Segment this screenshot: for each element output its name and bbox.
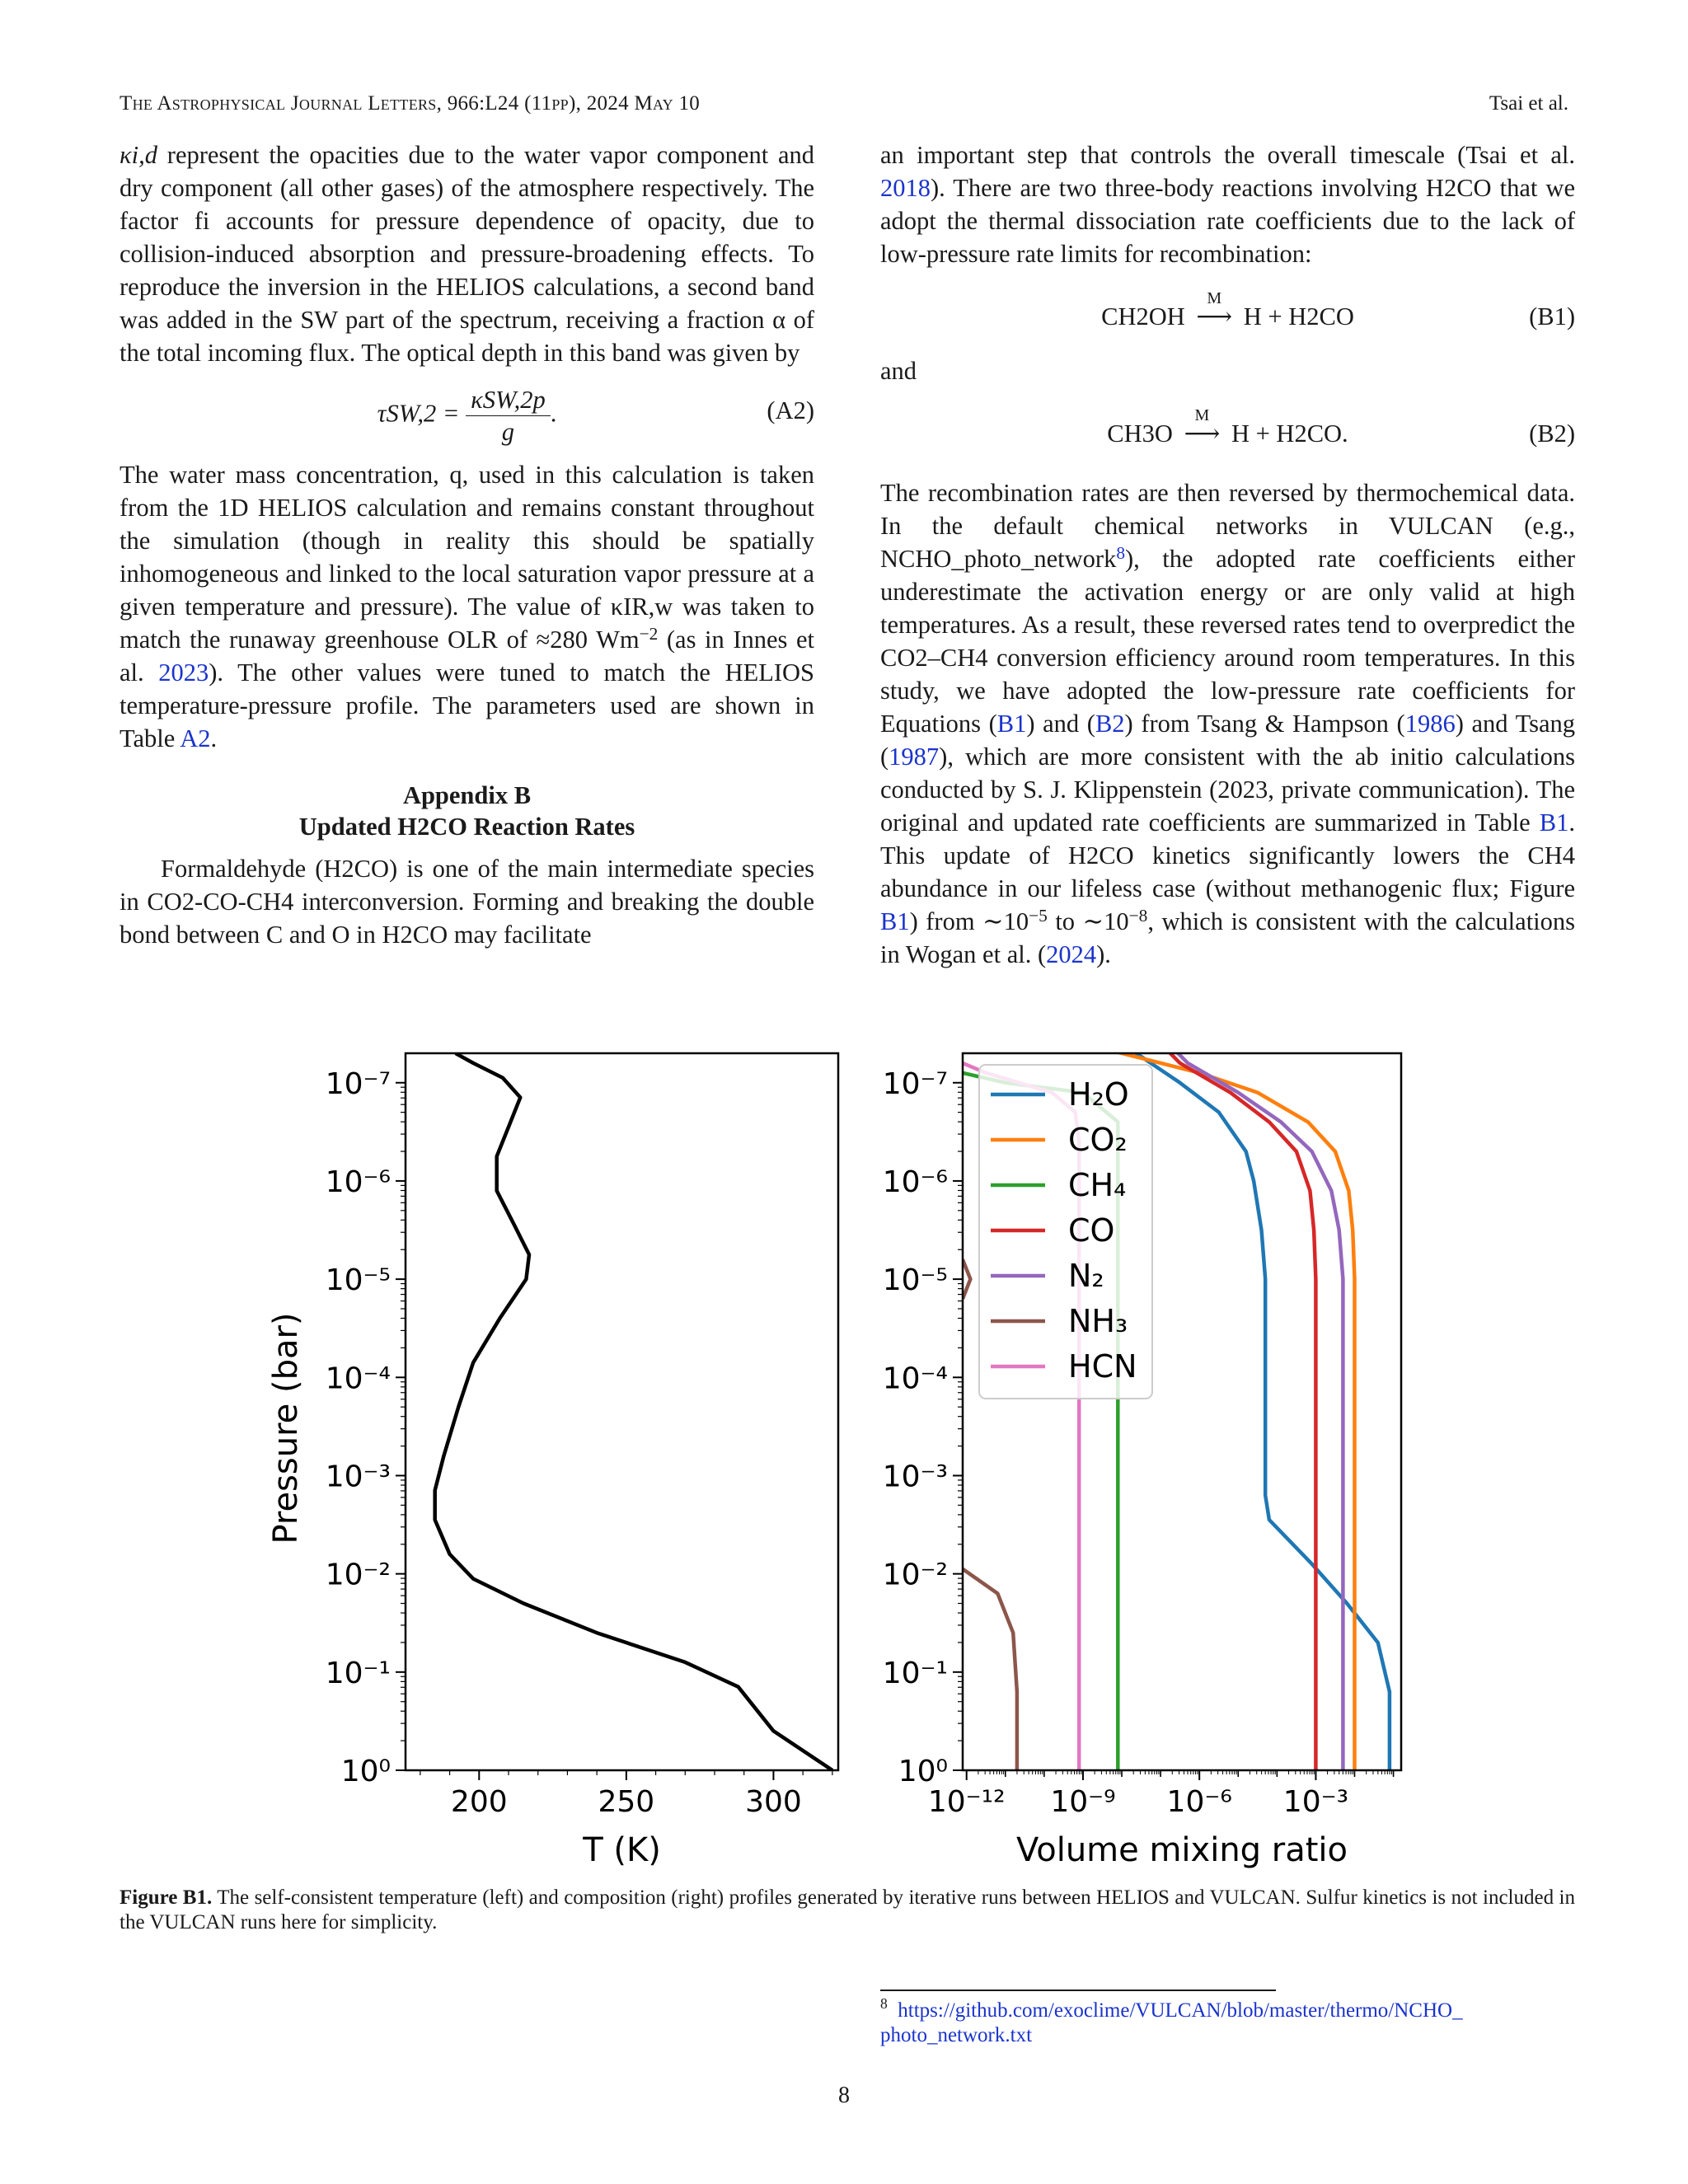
y-tick-label: 10⁻⁷	[325, 1066, 391, 1101]
y-tick-label: 10⁻²	[325, 1558, 391, 1592]
series-line-nh3	[963, 1569, 1017, 1770]
equation-number: (B1)	[1529, 302, 1575, 330]
citation-link[interactable]: 2018	[880, 174, 931, 202]
left-column	[120, 138, 814, 951]
equation-number: (B2)	[1529, 419, 1575, 448]
paragraph-opacities: κi,d represent the opacities due to the water vapor component and dry component (all other gases) of the atmosphere respectively. The factor fi accounts for pressure dependence of opacity, due to collision-induced absorption and pressure-broadening effects. To reproduce the inversion in the HELIOS calculations, a second band was added in the SW part of the spectrum, receiving a fraction α of the total incoming flux. The optical depth in this band was given by	[120, 141, 814, 367]
x-axis-label: T (K)	[583, 1831, 661, 1869]
legend-label-h2o: H₂O	[1068, 1076, 1129, 1113]
footnote: $^8$ https://github.com/exoclime/VULCAN/blob/master/thermo/NCHO_ photo_network.txt	[880, 1995, 1463, 2046]
x-axis-label: Volume mixing ratio	[1015, 1831, 1348, 1869]
x-tick-label: 10⁻⁹	[1050, 1785, 1116, 1819]
y-tick-label: 10⁻⁴	[325, 1361, 391, 1396]
legend-label-nh3: NH₃	[1068, 1303, 1128, 1339]
legend-label-ch4: CH₄	[1068, 1167, 1127, 1203]
series-line-co	[1160, 1047, 1315, 1770]
running-header-authors: Tsai et al.	[1489, 92, 1568, 115]
legend-label-co2: CO₂	[1068, 1122, 1128, 1158]
figure-caption: Figure B1. The self-consistent temperature (left) and composition (right) profiles generated by iterative runs between HELIOS and VULCAN. Sulfur kinetics is not included in the VULCAN runs here for simplicity.	[120, 1886, 1575, 1933]
y-tick-label: 10⁻⁷	[882, 1066, 948, 1101]
paragraph-timescale: an important step that controls the overall timescale (Tsai et al. 2018). There are two three-body reactions involving H2CO that we adopt the thermal dissociation rate coefficients due to the lack of low-pressure rate limits for recombination:	[880, 141, 1575, 268]
paragraph-recombination: The recombination rates are then reversed by thermochemical data. In the default chemical networks in VULCAN (e.g., NCHO_photo_network$^8$), the adopted rate coefficients either underestimate the activation energy or are only valid at high temperatures. As a result, these reversed rates tend to overpredict the CO2–CH4 conversion efficiency around room temperatures. In this study, we have adopted the low-pressure rate coefficients for Equations (B1) and (B2) from Tsang & Hampson (1986) and Tsang (1987), which are more consistent with the ab initio calculations conducted by S. J. Klippenstein (2023, private communication). The original and updated rate coefficients are summarized in Table B1. This update of H2CO kinetics significantly lowers the CH4 abundance in our lifeless case (without methanogenic flux; Figure B1) from $\sim 10^{-5}$ to $\sim 10^{-8}$, which is consistent with the calculations in Wogan et al. (2024).	[880, 479, 1576, 968]
citation-link[interactable]: 1986	[1404, 710, 1456, 738]
temperature-plot	[267, 1053, 838, 1869]
running-header-journal: The Astrophysical Journal Letters, 966:L24 (11pp), 2024 May 10	[120, 92, 701, 115]
y-axis-label: Pressure (bar)	[267, 1312, 305, 1544]
x-tick-label: 250	[598, 1785, 655, 1819]
paragraph-formaldehyde: Formaldehyde (H2CO) is one of the main intermediate species in CO2-CO-CH4 interconversion. Forming and breaking the double bond between C and O in H2CO may facilitate	[120, 855, 814, 949]
equation-number: (A2)	[767, 396, 814, 424]
legend-label-hcn: HCN	[1068, 1348, 1137, 1385]
x-tick-label: 10⁻¹²	[927, 1785, 1006, 1819]
y-tick-label: 10⁰	[340, 1755, 391, 1788]
y-tick-label: 10⁻³	[325, 1460, 391, 1494]
table-link[interactable]: B1	[1539, 808, 1569, 837]
y-tick-label: 10⁻⁵	[882, 1263, 948, 1298]
legend-label-co: CO	[1068, 1212, 1115, 1249]
equation-link[interactable]: B2	[1095, 710, 1125, 738]
series-line-h2o	[1122, 1047, 1390, 1770]
series-line-nh3-upper	[963, 1259, 970, 1299]
y-tick-label: 10⁻²	[882, 1558, 948, 1592]
footnote-ref[interactable]: 8	[1116, 543, 1126, 563]
and-word: and	[880, 357, 917, 385]
equation-b1: CH2OH M ⟶ H + H2CO (B1)	[880, 292, 1575, 354]
footnote-url[interactable]: https://github.com/exoclime/VULCAN/blob/master/thermo/NCHO_ photo_network.txt	[880, 1999, 1463, 2046]
legend-label-n2: N₂	[1068, 1258, 1104, 1294]
appendix-heading: Appendix B Updated H2CO Reaction Rates	[298, 781, 635, 841]
page-number: 8	[838, 2083, 850, 2108]
figure-link[interactable]: B1	[880, 907, 910, 935]
paragraph-water-mass: The water mass concentration, q, used in this calculation is taken from the 1D HELIOS calculation and remains constant throughout the simulation (though in reality this should be spatially inhomogeneous and linked to the local saturation vapor pressure at a given temperature and pressure). The value of κIR,w was taken to match the runaway greenhouse OLR of ≈280 $Wm^{-2}$ (as in Innes et al. 2023). The other values were tuned to match the HELIOS temperature-pressure profile. The parameters used are shown in Table A2.	[120, 461, 815, 752]
equation-link[interactable]: B1	[996, 710, 1027, 738]
x-tick-label: 200	[450, 1785, 508, 1819]
citation-link[interactable]: 2024	[1046, 940, 1097, 968]
mixing-ratio-plot	[883, 1047, 1401, 1869]
citation-link[interactable]: 2023	[158, 658, 209, 687]
figure-b1	[264, 1047, 1426, 1879]
x-tick-label: 10⁻⁶	[1166, 1785, 1232, 1819]
equation-b2: CH3O M ⟶ H + H2CO. (B2)	[880, 409, 1575, 471]
y-tick-label: 10⁻³	[882, 1460, 948, 1494]
y-tick-label: 10⁻¹	[882, 1656, 948, 1690]
legend	[979, 1065, 1152, 1399]
x-tick-label: 10⁻³	[1282, 1785, 1349, 1819]
y-tick-label: 10⁻¹	[325, 1656, 391, 1690]
right-column	[880, 138, 1575, 971]
y-tick-label: 10⁰	[898, 1755, 948, 1788]
y-tick-label: 10⁻⁶	[325, 1165, 391, 1199]
footnote-rule	[880, 1990, 1276, 1991]
y-tick-label: 10⁻⁵	[325, 1263, 391, 1298]
citation-link[interactable]: 1987	[889, 743, 940, 771]
y-tick-label: 10⁻⁴	[882, 1361, 948, 1396]
series-line-temperature	[435, 1053, 832, 1770]
table-link[interactable]: A2	[180, 724, 211, 752]
equation-a2: τSW,2 = $\frac{\text{κSW,2p}}{g}$ . (A2)	[377, 386, 814, 446]
y-tick-label: 10⁻⁶	[882, 1165, 948, 1199]
x-tick-label: 300	[745, 1785, 802, 1819]
plot-frame	[406, 1053, 838, 1770]
